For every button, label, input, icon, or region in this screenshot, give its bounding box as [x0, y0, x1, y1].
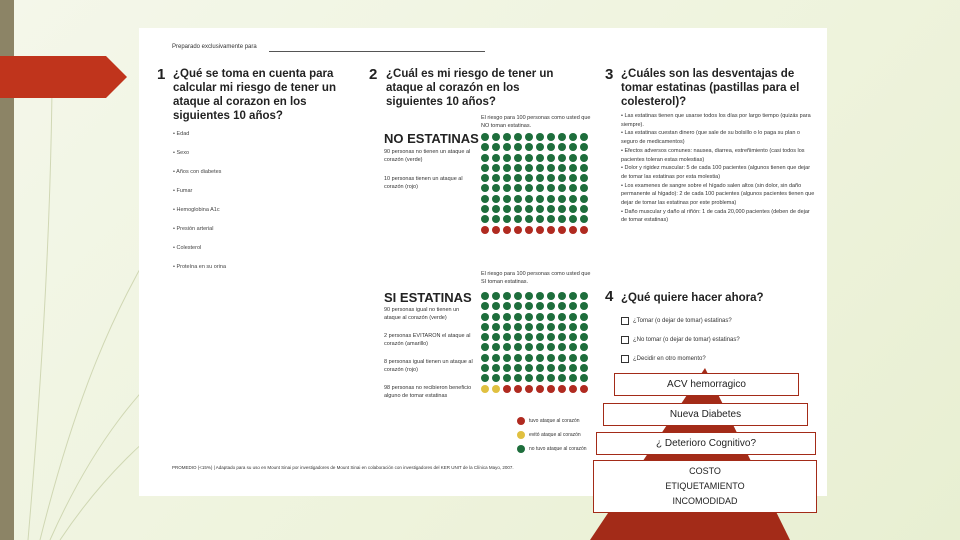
person-dot-green: [503, 323, 511, 331]
person-dot-green: [481, 133, 489, 141]
person-dot-green: [514, 174, 522, 182]
person-dot-green: [536, 143, 544, 151]
person-dot-green: [547, 154, 555, 162]
person-dot-green: [525, 184, 533, 192]
person-dot-green: [503, 333, 511, 341]
person-dot-green: [492, 374, 500, 382]
person-dot-green: [547, 374, 555, 382]
person-dot-green: [503, 343, 511, 351]
person-dot-green: [558, 215, 566, 223]
risk-factor-item: • Fumar: [173, 188, 193, 194]
person-dot-green: [492, 174, 500, 182]
person-dot-green: [558, 184, 566, 192]
person-dot-green: [514, 195, 522, 203]
person-dot-green: [525, 302, 533, 310]
section-4-number: 4: [605, 288, 614, 305]
option-no-statins[interactable]: ¿No tomar (o dejar de tomar) estatinas?: [621, 330, 811, 349]
person-dot-red: [569, 226, 577, 234]
person-dot-green: [492, 333, 500, 341]
person-dot-green: [547, 215, 555, 223]
person-dot-green: [558, 374, 566, 382]
person-dot-red: [558, 385, 566, 393]
person-dot-green: [481, 143, 489, 151]
person-dot-green: [547, 143, 555, 151]
person-dot-green: [492, 364, 500, 372]
person-dot-green: [514, 333, 522, 341]
person-dot-green: [558, 292, 566, 300]
person-dot-green: [536, 343, 544, 351]
person-dot-green: [514, 302, 522, 310]
person-dot-green: [547, 174, 555, 182]
person-dot-green: [547, 354, 555, 362]
person-dot-green: [525, 323, 533, 331]
person-dot-green: [492, 343, 500, 351]
person-dot-green: [558, 343, 566, 351]
person-dot-green: [481, 374, 489, 382]
person-dot-green: [558, 164, 566, 172]
person-dot-green: [569, 174, 577, 182]
person-dot-green: [503, 184, 511, 192]
person-dot-green: [569, 133, 577, 141]
person-dot-green: [481, 354, 489, 362]
person-dot-green: [481, 205, 489, 213]
person-dot-green: [514, 154, 522, 162]
person-dot-green: [569, 313, 577, 321]
prepared-for-line: [269, 51, 485, 52]
person-dot-green: [580, 143, 588, 151]
person-dot-green: [525, 292, 533, 300]
person-dot-green: [569, 215, 577, 223]
person-dot-green: [525, 343, 533, 351]
person-dot-green: [580, 154, 588, 162]
risk-factor-item: • Años con diabetes: [173, 169, 222, 175]
person-dot-green: [536, 364, 544, 372]
person-dot-green: [580, 184, 588, 192]
person-dot-green: [547, 133, 555, 141]
pyramid-level-cognitive: ¿ Deterioro Cognitivo?: [596, 432, 816, 455]
person-dot-red: [569, 385, 577, 393]
person-dot-green: [547, 302, 555, 310]
person-dot-green: [503, 195, 511, 203]
pyramid-base-box: [593, 460, 817, 513]
person-dot-green: [547, 364, 555, 372]
person-dot-green: [514, 205, 522, 213]
person-dot-green: [492, 184, 500, 192]
person-dot-red: [503, 226, 511, 234]
person-dot-green: [525, 215, 533, 223]
person-dot-green: [547, 333, 555, 341]
person-dot-green: [492, 302, 500, 310]
person-dot-green: [492, 215, 500, 223]
checkbox[interactable]: [621, 355, 629, 363]
option-take-statins[interactable]: ¿Tomar (o dejar de tomar) estatinas?: [621, 311, 811, 330]
person-dot-green: [514, 215, 522, 223]
section-2-question: ¿Cuál es mi riesgo de tener un ataque al corazón en los siguientes 10 años?: [386, 68, 554, 108]
person-dot-red: [536, 226, 544, 234]
disadvantage-item: • Daño muscular y daño al riñón: 1 de cada 20,000 pacientes (deben de dejar de tomar estatinas): [621, 208, 810, 224]
person-dot-green: [525, 154, 533, 162]
person-dot-green: [525, 205, 533, 213]
person-dot-green: [558, 195, 566, 203]
person-dot-green: [580, 323, 588, 331]
legend-red-label: tuvo ataque al corazón: [529, 418, 580, 424]
person-dot-green: [514, 292, 522, 300]
person-dot-green: [547, 195, 555, 203]
pyramid-level-diabetes: Nueva Diabetes: [603, 403, 808, 426]
choice-options: [621, 311, 811, 368]
statins-dot-grid: [481, 292, 588, 393]
person-dot-green: [492, 154, 500, 162]
no-statins-title: NO ESTATINAS: [384, 131, 479, 146]
person-dot-green: [481, 292, 489, 300]
legend-yellow-label: evitó ataque al corazón: [529, 432, 581, 438]
person-dot-green: [569, 364, 577, 372]
person-dot-green: [558, 133, 566, 141]
person-dot-green: [558, 143, 566, 151]
person-dot-green: [481, 195, 489, 203]
person-dot-green: [525, 195, 533, 203]
person-dot-green: [514, 323, 522, 331]
person-dot-green: [514, 354, 522, 362]
person-dot-red: [536, 385, 544, 393]
person-dot-green: [569, 302, 577, 310]
section-3-number: 3: [605, 66, 614, 83]
person-dot-green: [580, 195, 588, 203]
person-dot-green: [492, 313, 500, 321]
person-dot-green: [503, 154, 511, 162]
checkbox[interactable]: [621, 317, 629, 325]
person-dot-green: [569, 184, 577, 192]
person-dot-green: [536, 164, 544, 172]
person-dot-green: [569, 164, 577, 172]
person-dot-green: [558, 313, 566, 321]
person-dot-green: [580, 215, 588, 223]
person-dot-green: [536, 313, 544, 321]
person-dot-green: [536, 374, 544, 382]
person-dot-yellow: [492, 385, 500, 393]
person-dot-green: [580, 354, 588, 362]
red-arrow-shape: [0, 56, 130, 98]
person-dot-green: [492, 133, 500, 141]
person-dot-red: [481, 226, 489, 234]
person-dot-green: [547, 343, 555, 351]
person-dot-green: [481, 154, 489, 162]
no-statins-desc-red: 10 personas tienen un ataque al corazón (rojo): [384, 176, 463, 190]
person-dot-green: [558, 174, 566, 182]
person-dot-green: [481, 184, 489, 192]
person-dot-green: [492, 164, 500, 172]
statins-desc-green: 90 personas igual no tienen un ataque al corazón (verde): [384, 307, 460, 321]
person-dot-green: [492, 292, 500, 300]
person-dot-green: [580, 302, 588, 310]
disadvantage-item: • Las estatinas cuestan dinero (que sale de su bolsillo o lo paga su plan o seguro de medicamentos): [621, 130, 800, 146]
person-dot-green: [481, 343, 489, 351]
person-dot-green: [558, 354, 566, 362]
risk-factor-item: • Edad: [173, 131, 190, 137]
person-dot-green: [547, 164, 555, 172]
option-decide-later[interactable]: ¿Decidir en otro momento?: [621, 349, 811, 368]
person-dot-green: [580, 333, 588, 341]
person-dot-green: [547, 184, 555, 192]
person-dot-green: [569, 374, 577, 382]
person-dot-green: [514, 343, 522, 351]
section-2-number: 2: [369, 66, 378, 83]
person-dot-green: [514, 164, 522, 172]
person-dot-green: [503, 313, 511, 321]
person-dot-green: [569, 323, 577, 331]
person-dot-green: [503, 292, 511, 300]
person-dot-green: [514, 364, 522, 372]
person-dot-green: [569, 154, 577, 162]
statins-desc-yellow: 2 personas EVITARON el ataque al corazón (amarillo): [384, 333, 471, 347]
person-dot-green: [547, 313, 555, 321]
person-dot-green: [580, 174, 588, 182]
person-dot-green: [580, 133, 588, 141]
person-dot-green: [536, 354, 544, 362]
person-dot-green: [525, 354, 533, 362]
person-dot-red: [514, 385, 522, 393]
legend-red-dot: [517, 417, 525, 425]
section-1-number: 1: [157, 66, 166, 83]
no-statins-desc-green: 90 personas no tienen un ataque al corazón (verde): [384, 149, 471, 163]
person-dot-green: [536, 195, 544, 203]
person-dot-green: [547, 292, 555, 300]
person-dot-green: [525, 164, 533, 172]
person-dot-green: [492, 354, 500, 362]
person-dot-red: [514, 226, 522, 234]
person-dot-red: [547, 226, 555, 234]
statins-desc-no-benefit: 98 personas no recibieron beneficio alguno de tomar estatinas: [384, 385, 472, 399]
person-dot-green: [580, 292, 588, 300]
person-dot-green: [536, 154, 544, 162]
pyramid-level-labeling: ETIQUETAMIENTO: [665, 481, 745, 491]
person-dot-green: [503, 215, 511, 223]
person-dot-green: [569, 354, 577, 362]
disadvantages-list: [621, 112, 816, 225]
disadvantage-item: • Dolor y rigidez muscular: 5 de cada 100 pacientes (algunos tienen que dejar de tomar las estatinas por esta molestia): [621, 165, 811, 180]
person-dot-green: [525, 143, 533, 151]
person-dot-green: [514, 184, 522, 192]
legend-green-label: no tuvo ataque al corazón: [529, 446, 587, 452]
section-1-question: ¿Qué se toma en cuenta para calcular mi riesgo de tener un ataque al corazon en los siguientes 10 años?: [173, 68, 336, 122]
person-dot-green: [481, 164, 489, 172]
person-dot-green: [481, 174, 489, 182]
person-dot-green: [503, 354, 511, 362]
person-dot-green: [580, 205, 588, 213]
person-dot-green: [525, 364, 533, 372]
person-dot-green: [536, 323, 544, 331]
person-dot-green: [492, 205, 500, 213]
person-dot-red: [525, 226, 533, 234]
risk-factor-item: • Hemoglobina A1c: [173, 207, 220, 213]
no-statins-caption: El riesgo para 100 personas como usted que NO toman estatinas.: [481, 115, 591, 129]
person-dot-green: [536, 333, 544, 341]
pyramid-level-discomfort: INCOMODIDAD: [672, 496, 738, 506]
dot-legend: [517, 414, 587, 456]
person-dot-red: [503, 385, 511, 393]
person-dot-green: [481, 302, 489, 310]
section-3-question: ¿Cuáles son las desventajas de tomar estatinas (pastillas para el colesterol)?: [621, 68, 800, 108]
person-dot-green: [525, 333, 533, 341]
person-dot-green: [514, 133, 522, 141]
person-dot-green: [503, 133, 511, 141]
statins-title: SI ESTATINAS: [384, 290, 472, 305]
person-dot-green: [536, 292, 544, 300]
person-dot-green: [481, 333, 489, 341]
statins-desc-red: 8 personas igual tienen un ataque al corazón (rojo): [384, 359, 473, 373]
person-dot-green: [558, 364, 566, 372]
person-dot-green: [569, 343, 577, 351]
person-dot-green: [525, 313, 533, 321]
person-dot-green: [503, 364, 511, 372]
person-dot-green: [525, 374, 533, 382]
person-dot-green: [525, 174, 533, 182]
person-dot-green: [481, 313, 489, 321]
risk-factor-item: • Colesterol: [173, 245, 202, 251]
legend-green-dot: [517, 445, 525, 453]
person-dot-green: [514, 313, 522, 321]
risk-factor-list: [173, 131, 323, 283]
person-dot-green: [536, 205, 544, 213]
disadvantage-item: • Efectos adversos comunes: nausea, diarrea, estreñimiento (casi todos los pacientes toleran estas molestias): [621, 147, 805, 163]
person-dot-green: [536, 215, 544, 223]
person-dot-green: [514, 143, 522, 151]
person-dot-green: [503, 143, 511, 151]
person-dot-green: [580, 343, 588, 351]
person-dot-green: [547, 323, 555, 331]
person-dot-green: [558, 323, 566, 331]
risk-factor-item: • Proteína en su orina: [173, 264, 227, 270]
person-dot-green: [536, 174, 544, 182]
person-dot-green: [558, 302, 566, 310]
statins-caption: El riesgo para 100 personas como usted que SI toman estatinas.: [481, 271, 591, 285]
person-dot-red: [492, 226, 500, 234]
person-dot-green: [481, 215, 489, 223]
person-dot-green: [503, 374, 511, 382]
person-dot-green: [503, 174, 511, 182]
person-dot-green: [492, 195, 500, 203]
person-dot-green: [569, 205, 577, 213]
pyramid-level-cost: COSTO: [689, 466, 721, 476]
section-4-question: ¿Qué quiere hacer ahora?: [621, 292, 764, 304]
person-dot-red: [547, 385, 555, 393]
person-dot-green: [514, 374, 522, 382]
document-footer: PROMEDIO (<15%) | Adaptado para su uso en Mount Sinai por investigadores de Mount Sinai en colaboración con investigadores del KER UNIT de la Clínica Mayo, 2007.: [172, 465, 514, 470]
person-dot-green: [503, 302, 511, 310]
person-dot-green: [503, 164, 511, 172]
person-dot-green: [503, 205, 511, 213]
person-dot-green: [558, 154, 566, 162]
person-dot-green: [536, 184, 544, 192]
person-dot-green: [536, 133, 544, 141]
checkbox[interactable]: [621, 336, 629, 344]
risk-factor-item: • Sexo: [173, 150, 190, 156]
no-statins-dot-grid: [481, 133, 588, 234]
person-dot-green: [481, 364, 489, 372]
person-dot-green: [492, 323, 500, 331]
person-dot-green: [558, 205, 566, 213]
person-dot-green: [492, 143, 500, 151]
person-dot-yellow: [481, 385, 489, 393]
person-dot-red: [580, 226, 588, 234]
person-dot-green: [558, 333, 566, 341]
risk-factor-item: • Presión arterial: [173, 226, 214, 232]
person-dot-red: [525, 385, 533, 393]
person-dot-green: [536, 302, 544, 310]
person-dot-green: [569, 143, 577, 151]
person-dot-green: [569, 333, 577, 341]
disadvantage-item: • Las estatinas tienen que usarse todos los días por largo tiempo (quizás para siempre).: [621, 113, 811, 128]
person-dot-green: [580, 313, 588, 321]
person-dot-green: [580, 164, 588, 172]
person-dot-green: [481, 323, 489, 331]
person-dot-red: [558, 226, 566, 234]
pyramid-level-acv: ACV hemorragico: [614, 373, 799, 396]
prepared-for-label: Preparado exclusivamente para: [172, 44, 257, 50]
person-dot-green: [569, 195, 577, 203]
person-dot-green: [525, 133, 533, 141]
person-dot-green: [547, 205, 555, 213]
person-dot-green: [569, 292, 577, 300]
disadvantage-item: • Los examenes de sangre sobre el hígado salen altos (sin dolor, sin daño permanente al hígado): 2 de cada 100 pacientes (algunos pacientes tienen que dejar de tomar las estatinas por este problema): [621, 182, 815, 207]
legend-yellow-dot: [517, 431, 525, 439]
